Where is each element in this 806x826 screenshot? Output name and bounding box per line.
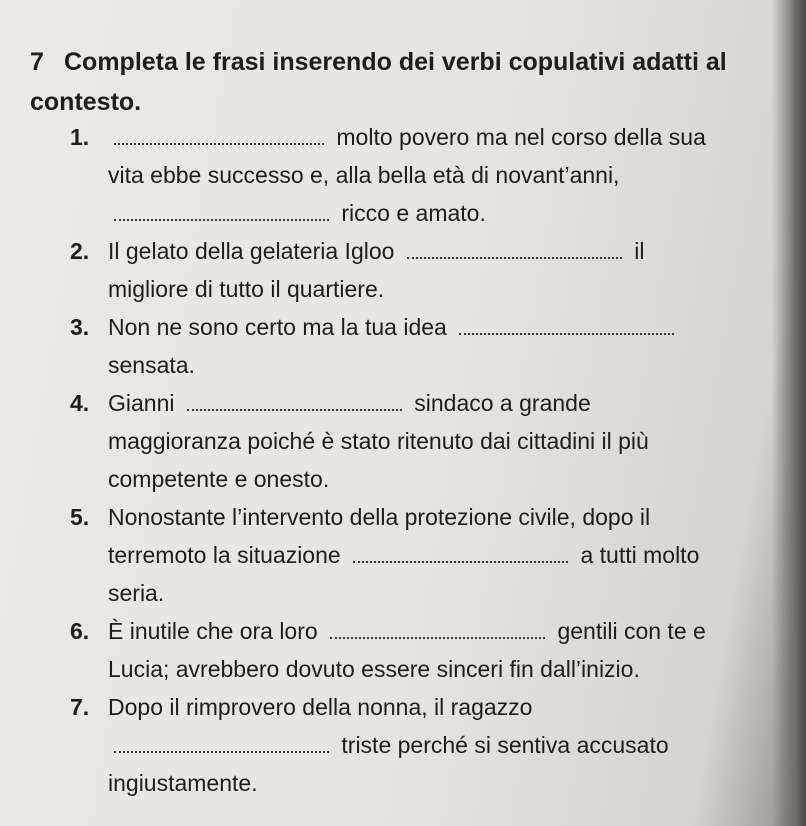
exercise-number: 7 (30, 48, 44, 76)
answer-blank[interactable] (330, 619, 545, 639)
answer-blank[interactable] (114, 201, 329, 221)
exercise-instruction: Completa le frasi inserendo dei verbi copulativi adatti al contesto. (30, 48, 727, 116)
list-item (70, 688, 720, 802)
item-text: Dopo il rimprovero della nonna, il ragazzo (108, 694, 533, 720)
item-text: a tutti molto seria. (108, 542, 700, 606)
item-text: sensata. (108, 352, 195, 378)
item-text: sindaco a grande maggioranza poiché è stato ritenuto dai cittadini il più competente e onesto. (108, 390, 649, 492)
page-edge-shadow (772, 0, 806, 826)
item-text: il migliore di tutto il quartiere. (108, 238, 645, 302)
answer-blank[interactable] (114, 733, 329, 753)
exercise-header (30, 42, 730, 122)
item-text: Non ne sono certo ma la tua idea (108, 314, 447, 340)
list-item (70, 498, 720, 612)
item-number: 7. (70, 694, 90, 720)
item-text: Gianni (108, 390, 175, 416)
item-text: Nonostante l’intervento della protezione civile, dopo il terremoto la situazione (108, 504, 651, 568)
item-number: 6. (70, 618, 90, 644)
item-text: È inutile che ora loro (108, 618, 318, 644)
item-number: 5. (70, 504, 90, 530)
answer-blank[interactable] (353, 543, 568, 563)
item-number: 1. (70, 124, 90, 150)
item-text: triste perché si sentiva accusato ingiustamente. (108, 732, 669, 796)
list-item (70, 118, 720, 232)
answer-blank[interactable] (187, 391, 402, 411)
item-text: gentili con te e Lucia; avrebbero dovuto essere sinceri fin dall’inizio. (108, 618, 706, 682)
item-number: 2. (70, 238, 90, 264)
item-text: Il gelato della gelateria Igloo (108, 238, 395, 264)
item-text: molto povero ma nel corso della sua vita ebbe successo e, alla bella età di novant’anni, (108, 124, 706, 188)
list-item (70, 232, 720, 308)
list-item (70, 308, 720, 384)
answer-blank[interactable] (114, 125, 324, 145)
list-item (70, 384, 720, 498)
answer-blank[interactable] (459, 315, 674, 335)
answer-blank[interactable] (407, 239, 622, 259)
exercise-list (70, 118, 720, 802)
item-number: 4. (70, 390, 90, 416)
list-item (70, 612, 720, 688)
item-number: 3. (70, 314, 90, 340)
item-text: ricco e amato. (341, 200, 486, 226)
